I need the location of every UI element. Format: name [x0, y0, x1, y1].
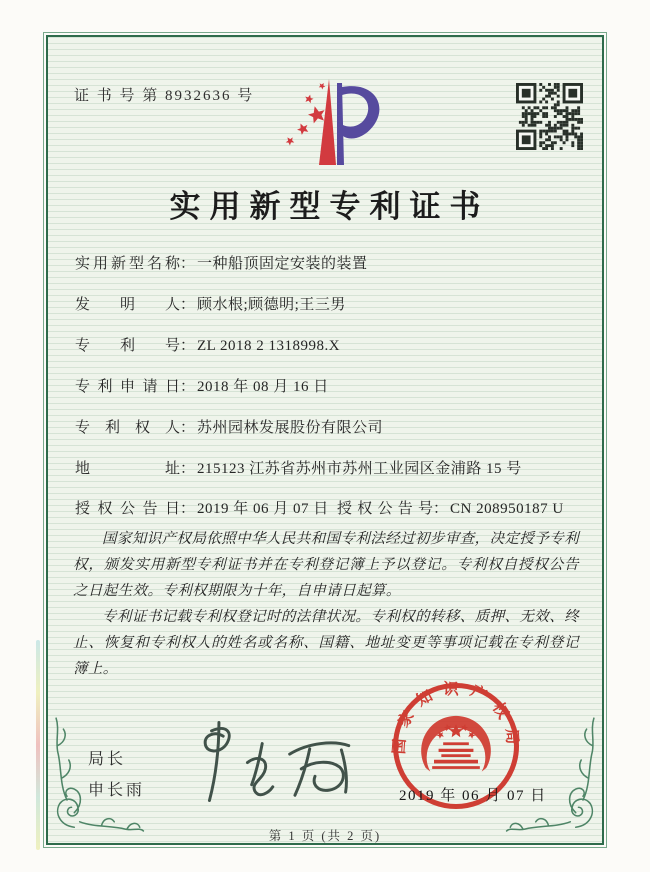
field-colon: ：: [180, 501, 196, 517]
legal-text: [73, 526, 579, 682]
field-label: 授权公告号: [337, 501, 433, 517]
field-value: CN 208950187 U: [450, 501, 564, 517]
signatory-name: 申长雨: [88, 782, 146, 799]
qr-code: [516, 83, 583, 150]
corner-flourish-icon: [47, 696, 147, 844]
grant-row: [75, 497, 595, 518]
field-row-patentee: [75, 416, 585, 435]
certificate-number: 证 书 号 第 8932636 号: [74, 88, 255, 104]
field-value: 2019 年 06 月 07 日: [197, 501, 329, 517]
field-value: 2018 年 08 月 16 日: [197, 379, 329, 395]
field-colon: ：: [180, 379, 196, 395]
field-label: 实用新型名称: [75, 256, 180, 272]
cnipa-patent-logo-icon: [276, 72, 386, 174]
field-row-patent-number: [75, 334, 585, 353]
field-label: 地址: [75, 461, 180, 477]
national-emblem-icon: [421, 716, 491, 772]
field-label: 专利申请日: [75, 379, 180, 395]
seal-agency-text: 国家知识产权局: [390, 680, 522, 755]
field-colon: ：: [180, 297, 196, 313]
field-value: 苏州园林发展股份有限公司: [197, 420, 384, 436]
field-row-address: [75, 457, 585, 476]
field-row-inventors: [75, 293, 585, 312]
grant-date: [75, 497, 337, 518]
field-colon: ：: [180, 338, 196, 354]
field-colon: ：: [180, 420, 196, 436]
field-label: 专利权人: [75, 420, 180, 436]
legal-paragraph-2: 专利证书记载专利权登记时的法律状况。专利权的转移、质押、无效、终止、恢复和专利权人的姓名或名称、国籍、地址变更等事项记载在专利登记簿上。: [73, 609, 579, 677]
field-list: [75, 252, 585, 498]
field-label: 发明人: [75, 297, 180, 313]
field-row-filing-date: [75, 375, 585, 394]
field-colon: ：: [433, 501, 449, 517]
field-colon: ：: [180, 256, 196, 272]
field-value: 215123 江苏省苏州市苏州工业园区金浦路 15 号: [197, 461, 522, 477]
field-value: 一种船顶固定安装的装置: [197, 256, 368, 272]
seal-date: 2019 年 06 月 07 日: [399, 788, 547, 804]
grant-number: [337, 497, 564, 518]
scan-artifact: [36, 640, 40, 850]
legal-paragraph-1: 国家知识产权局依照中华人民共和国专利法经过初步审查，决定授予专利权，颁发实用新型专利证书并在专利登记簿上予以登记。专利权自授权公告之日起生效。专利权期限为十年，自申请日起算。: [73, 531, 579, 599]
field-label: 专利号: [75, 338, 180, 354]
certificate-title: 实用新型专利证书: [169, 189, 490, 224]
field-row-name: [75, 252, 585, 271]
field-value: ZL 2018 2 1318998.X: [197, 338, 341, 354]
field-label: 授权公告日: [75, 501, 180, 517]
field-colon: ：: [180, 461, 196, 477]
signatory-title: 局长: [88, 751, 127, 768]
field-value: 顾水根;顾德明;王三男: [197, 297, 346, 313]
page-number: 第 1 页 (共 2 页): [268, 829, 382, 843]
shen-changyu-signature-icon: [182, 714, 372, 809]
